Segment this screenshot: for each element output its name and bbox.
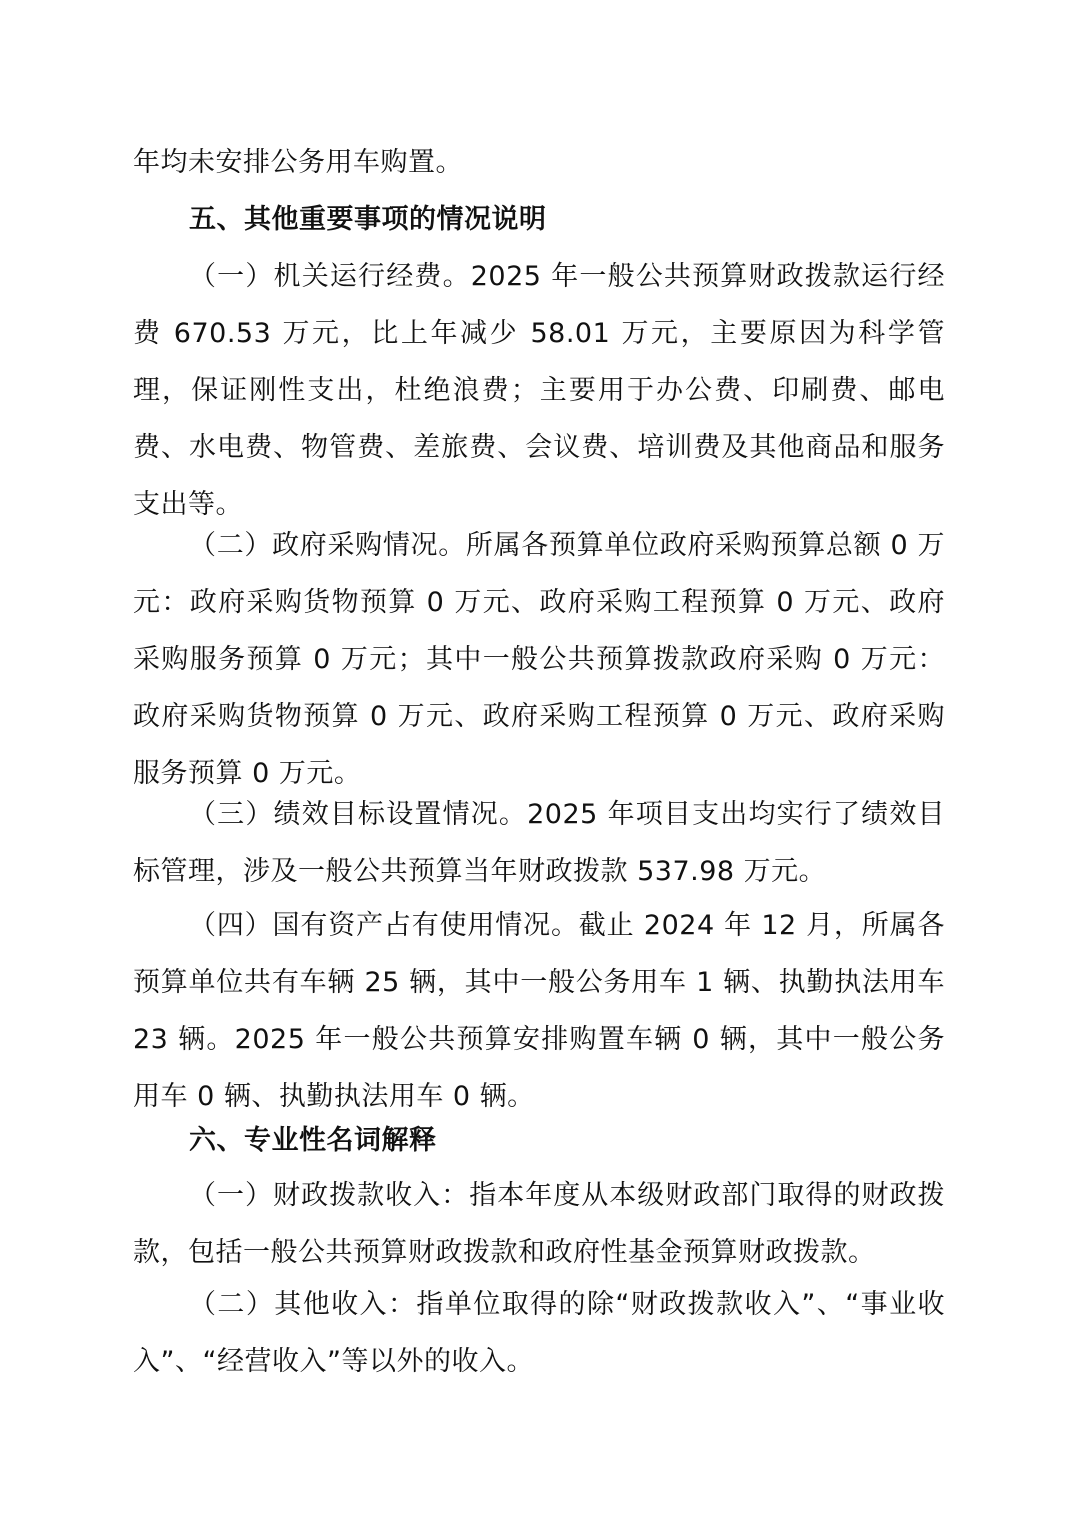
paragraph-fiscal-income: （一）财政拨款收入：指本年度从本级财政部门取得的财政拨款，包括一般公共预算财政拨款和政府性基金预算财政拨款。 — [133, 1180, 945, 1268]
paragraph-vehicle-tail: 年均未安排公务用车购置。 — [133, 147, 463, 178]
section-heading-5: 五、其他重要事项的情况说明 — [189, 204, 547, 235]
paragraph-other-income: （二）其他收入：指单位取得的除“财政拨款收入”、“事业收入”、“经营收入”等以外的收入。 — [133, 1289, 945, 1377]
paragraph-procurement: （二）政府采购情况。所属各预算单位政府采购预算总额 0 万元：政府采购货物预算 0 万元、政府采购工程预算 0 万元、政府采购服务预算 0 万元；其中一般公共预算拨款政府采购 0 万元：政府采购货物预算 0 万元、政府采购工程预算 0 万元、政府采购服务预算 0 万元。 — [133, 530, 945, 789]
paragraph-running-cost: （一）机关运行经费。2025 年一般公共预算财政拨款运行经费 670.53 万元，比上年减少 58.01 万元，主要原因为科学管理，保证刚性支出，杜绝浪费；主要用于办公费、印刷费、邮电费、水电费、物管费、差旅费、会议费、培训费及其他商品和服务支出等。 — [133, 261, 945, 520]
section-heading-6: 六、专业性名词解释 — [189, 1125, 437, 1156]
paragraph-assets: （四）国有资产占有使用情况。截止 2024 年 12 月，所属各预算单位共有车辆 25 辆，其中一般公务用车 1 辆、执勤执法用车 23 辆。2025 年一般公共预算安排购置车辆 0 辆，其中一般公务用车 0 辆、执勤执法用车 0 辆。 — [133, 910, 945, 1112]
paragraph-performance: （三）绩效目标设置情况。2025 年项目支出均实行了绩效目标管理，涉及一般公共预算当年财政拨款 537.98 万元。 — [133, 799, 945, 887]
